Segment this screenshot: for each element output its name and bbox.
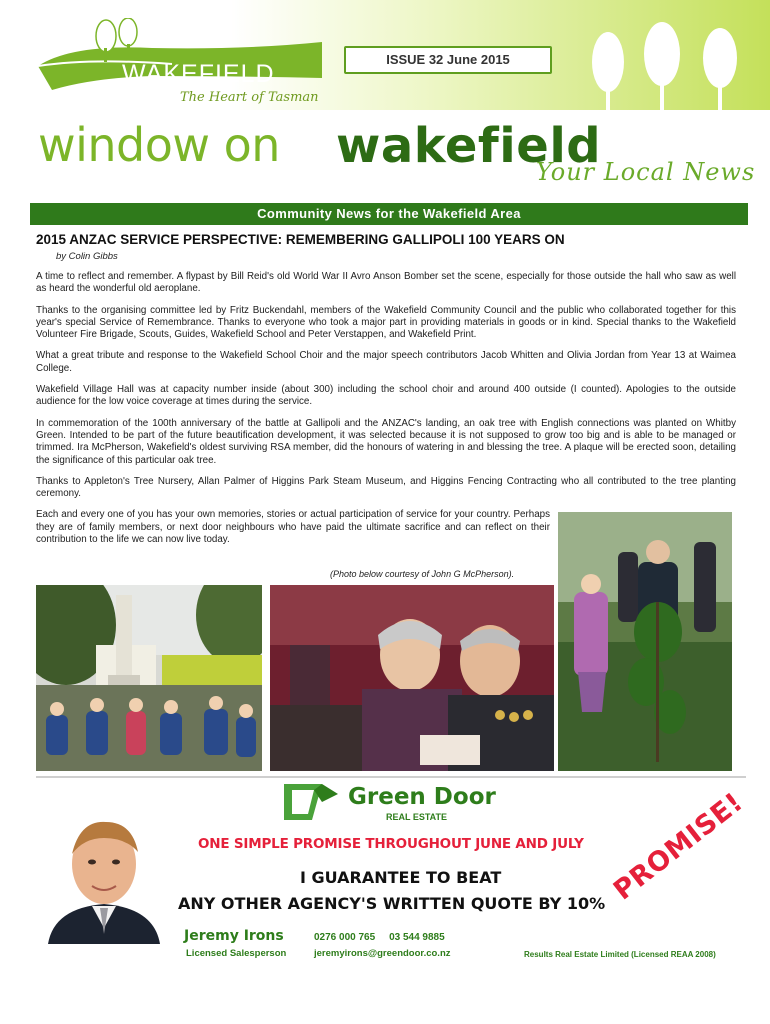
article-byline: by Colin Gibbs xyxy=(56,251,118,262)
guarantee-line-2: ANY OTHER AGENCY'S WRITTEN QUOTE BY 10% xyxy=(178,894,606,913)
photo-caption: (Photo below courtesy of John G McPherson). xyxy=(330,569,515,579)
green-door-logo xyxy=(282,780,342,824)
logo-wordmark: WAKEFIELD xyxy=(122,60,275,88)
advertiser-subtitle: REAL ESTATE xyxy=(386,812,448,822)
photo-veterans-hall xyxy=(270,585,554,771)
issue-label: ISSUE 32 June 2015 xyxy=(344,46,552,74)
article-paragraph: A time to reflect and remember. A flypast by Bill Reid's old World War II Avro Anson Bomber set the scene, especially for those outside the hall who saw as well as heard the wonderful old aeroplane. xyxy=(36,271,736,295)
advert-top-rule xyxy=(36,776,746,778)
article-headline: 2015 ANZAC SERVICE PERSPECTIVE: REMEMBERING GALLIPOLI 100 YEARS ON xyxy=(36,232,565,247)
promise-stamp-text: PROMISE! xyxy=(608,786,749,907)
agent-phone-numbers[interactable]: 0276 000 765 03 544 9885 xyxy=(314,932,445,943)
agent-portrait xyxy=(40,808,168,944)
photo-tree-planting xyxy=(558,512,732,771)
trees-graphic xyxy=(570,18,770,118)
article-paragraph: Thanks to the organising committee led by Fritz Buckendahl, members of the Wakefield Community Council and the public who collaborated together for this year's special Service of Remembrance. Thanks to everyone who took a major part in providing materials in goods or in kind. Special thanks to the Wakefield Volunteer Fire Brigade, Scouts, Guides, Wakefield School and Peter Verstappen, and Wakefield Print. xyxy=(36,304,736,341)
newsletter-title xyxy=(38,118,758,192)
advertiser-name: Green Door xyxy=(348,784,496,810)
title-bold: wakefield xyxy=(336,118,602,174)
green-door-icon xyxy=(282,780,342,824)
logo-tagline: The Heart of Tasman xyxy=(180,90,319,105)
agent-name: Jeremy Irons xyxy=(184,928,284,944)
wakefield-logo xyxy=(32,18,332,108)
article-paragraph: Thanks to Appleton's Tree Nursery, Allan Palmer of Higgins Park Steam Museum, and Higgins Fencing Contracting who all contributed to the tree planting ceremony. xyxy=(36,475,736,500)
article-paragraph: What a great tribute and response to the Wakefield School Choir and the major speech contributors Jacob Whitten and Olivia Jordan from Year 13 at Waimea College. xyxy=(36,350,736,374)
section-banner: Community News for the Wakefield Area xyxy=(30,203,748,225)
guarantee-line-1: I GUARANTEE TO BEAT xyxy=(300,868,502,887)
article-paragraph: Each and every one of you has your own memories, stories or actual participation of service for your country. Perhaps they are of family members, or next door neighbours who have paid the ultimate sacrifice and can reflect on their contribution to the life we can now live today. xyxy=(36,509,550,546)
article-paragraph: Wakefield Village Hall was at capacity number inside (about 300) including the school choir and around 400 outside (I counted). Apologies to the outside audience for the low voice coverage at times during the service. xyxy=(36,384,736,408)
tree-decoration xyxy=(570,18,770,118)
agent-role: Licensed Salesperson xyxy=(186,948,287,959)
promise-headline: ONE SIMPLE PROMISE THROUGHOUT JUNE AND JULY xyxy=(198,836,584,852)
agent-email-link[interactable]: jeremyirons@greendoor.co.nz xyxy=(314,948,451,959)
licence-note: Results Real Estate Limited (Licensed REAA 2008) xyxy=(524,950,716,959)
title-light: window on xyxy=(38,118,280,172)
title-script: Your Local News xyxy=(536,158,756,186)
photo-memorial-crowd xyxy=(36,585,262,771)
article-paragraph: In commemoration of the 100th anniversary of the battle at Gallipoli and the ANZAC's landing, an oak tree with English connections was planted on Whitby Green. Intended to be part of the future beautification development, it was selected because it is not supposed to grow too big and is able to be managed or trimmed. Ira McPherson, Wakefield's oldest surviving RSA member, did the honours of watering in and blessing the tree. A plaque will be erected soon, detailing the significance of this particular oak tree. xyxy=(36,417,736,466)
promise-stamp xyxy=(596,786,749,942)
